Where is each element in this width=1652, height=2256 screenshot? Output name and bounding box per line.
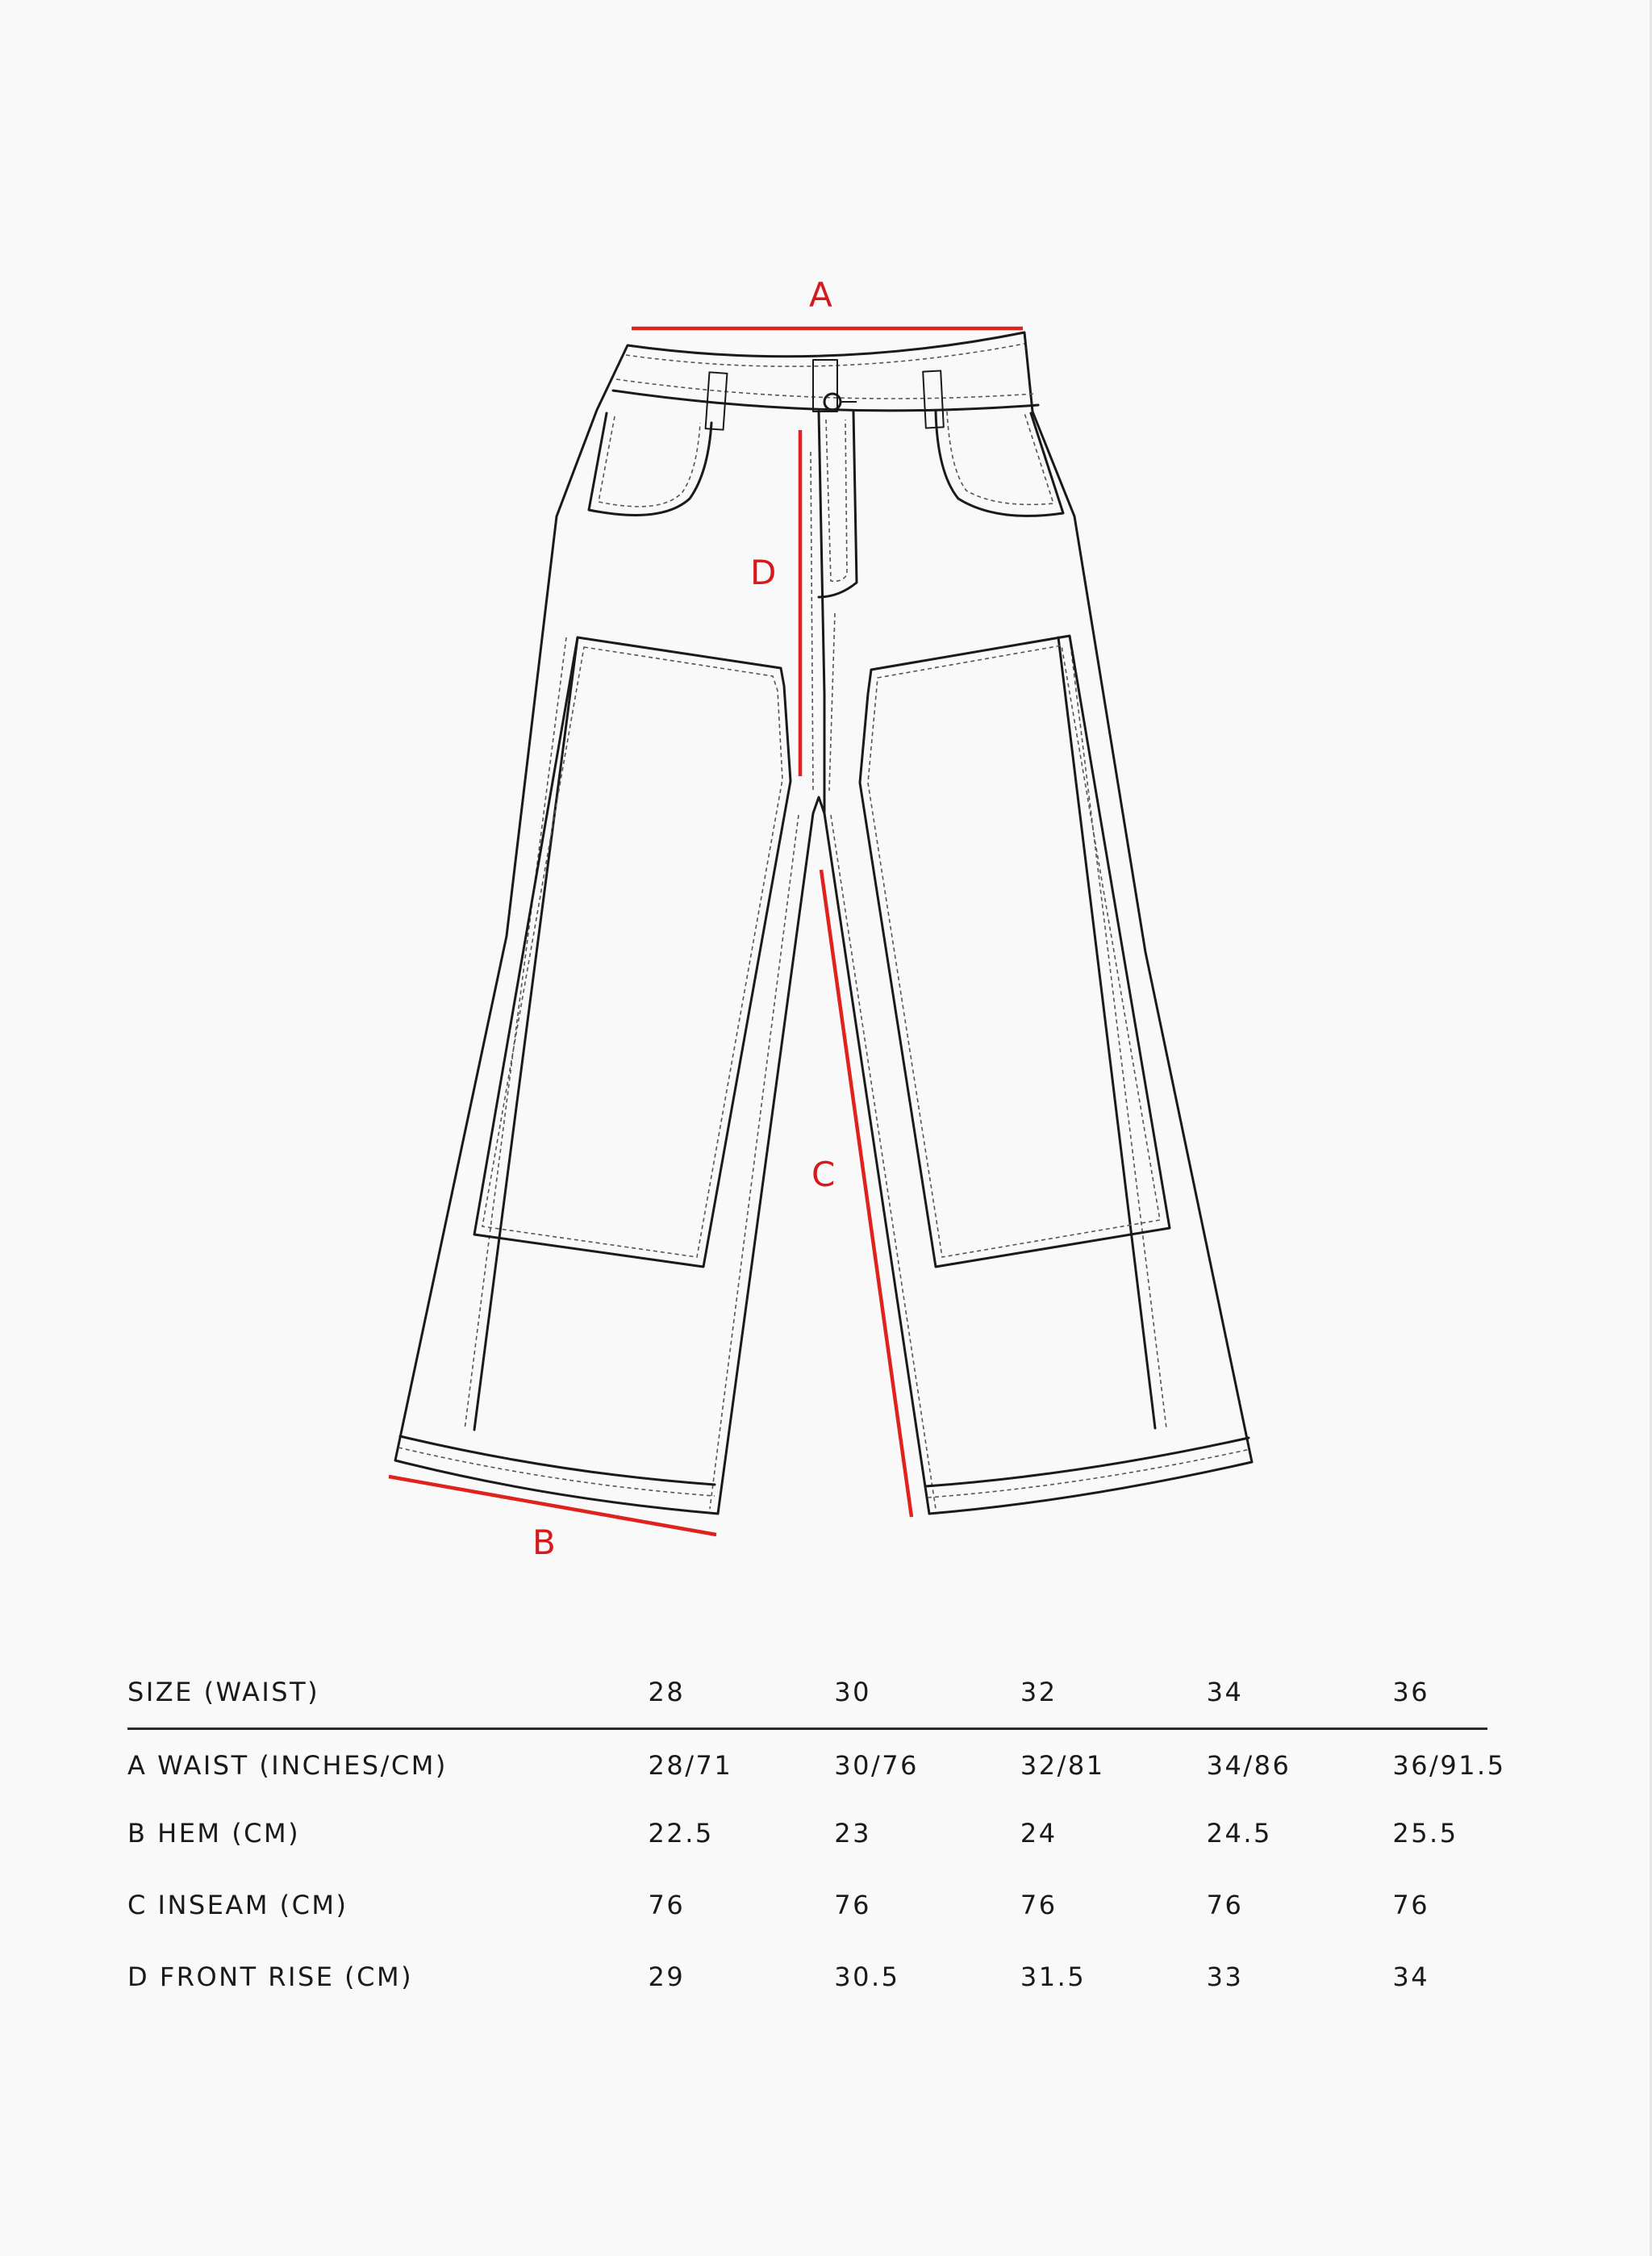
cell-value: 24 (1020, 1817, 1058, 1849)
cell-value: 76 (648, 1889, 686, 1920)
knee-patch-left (474, 637, 791, 1267)
cell-value: 76 (1392, 1889, 1430, 1920)
size-28: 28 (648, 1677, 686, 1707)
row-label: A WAIST (INCHES/CM) (127, 1749, 448, 1781)
cell-value: 32/81 (1020, 1749, 1105, 1781)
size-header-row (127, 1667, 1579, 1725)
fly-seam (819, 412, 824, 813)
size-34: 34 (1206, 1677, 1244, 1707)
cell-value: 25.5 (1392, 1817, 1458, 1849)
size-32: 32 (1020, 1677, 1058, 1707)
cell-value: 23 (834, 1817, 871, 1849)
belt-loop-right (923, 370, 944, 428)
measure-label-b: B (532, 1523, 556, 1562)
table-row-front-rise (127, 1941, 1579, 2012)
pocket-left (589, 413, 711, 515)
cell-value: 29 (648, 1961, 686, 1992)
size-36: 36 (1392, 1677, 1430, 1707)
size-chart-table (127, 1667, 1579, 2012)
table-row-hem (127, 1797, 1579, 1869)
cell-value: 24.5 (1206, 1817, 1272, 1849)
cell-value: 76 (834, 1889, 871, 1920)
cell-value: 30/76 (834, 1749, 919, 1781)
table-row-waist (127, 1725, 1579, 1797)
pants-illustration (395, 332, 1252, 1514)
cell-value: 28/71 (648, 1749, 733, 1781)
cell-value: 30.5 (834, 1961, 900, 1992)
size-30: 30 (834, 1677, 871, 1707)
table-row-inseam (127, 1869, 1579, 1941)
cell-value: 34/86 (1206, 1749, 1291, 1781)
cell-value: 36/91.5 (1392, 1749, 1506, 1781)
row-label: D FRONT RISE (CM) (127, 1961, 414, 1992)
row-label: C INSEAM (CM) (127, 1889, 348, 1920)
measure-label-c: C (811, 1155, 836, 1194)
cell-value: 31.5 (1020, 1961, 1087, 1992)
row-label: B HEM (CM) (127, 1817, 301, 1849)
size-header-label: SIZE (WAIST) (127, 1677, 320, 1707)
cell-value: 76 (1206, 1889, 1244, 1920)
cell-value: 76 (1020, 1889, 1058, 1920)
cell-value: 34 (1392, 1961, 1430, 1992)
cell-value: 33 (1206, 1961, 1244, 1992)
measure-label-a: A (809, 275, 832, 315)
measure-label-d: D (750, 553, 777, 592)
cell-value: 22.5 (648, 1817, 714, 1849)
pants-outline (395, 332, 1252, 1514)
